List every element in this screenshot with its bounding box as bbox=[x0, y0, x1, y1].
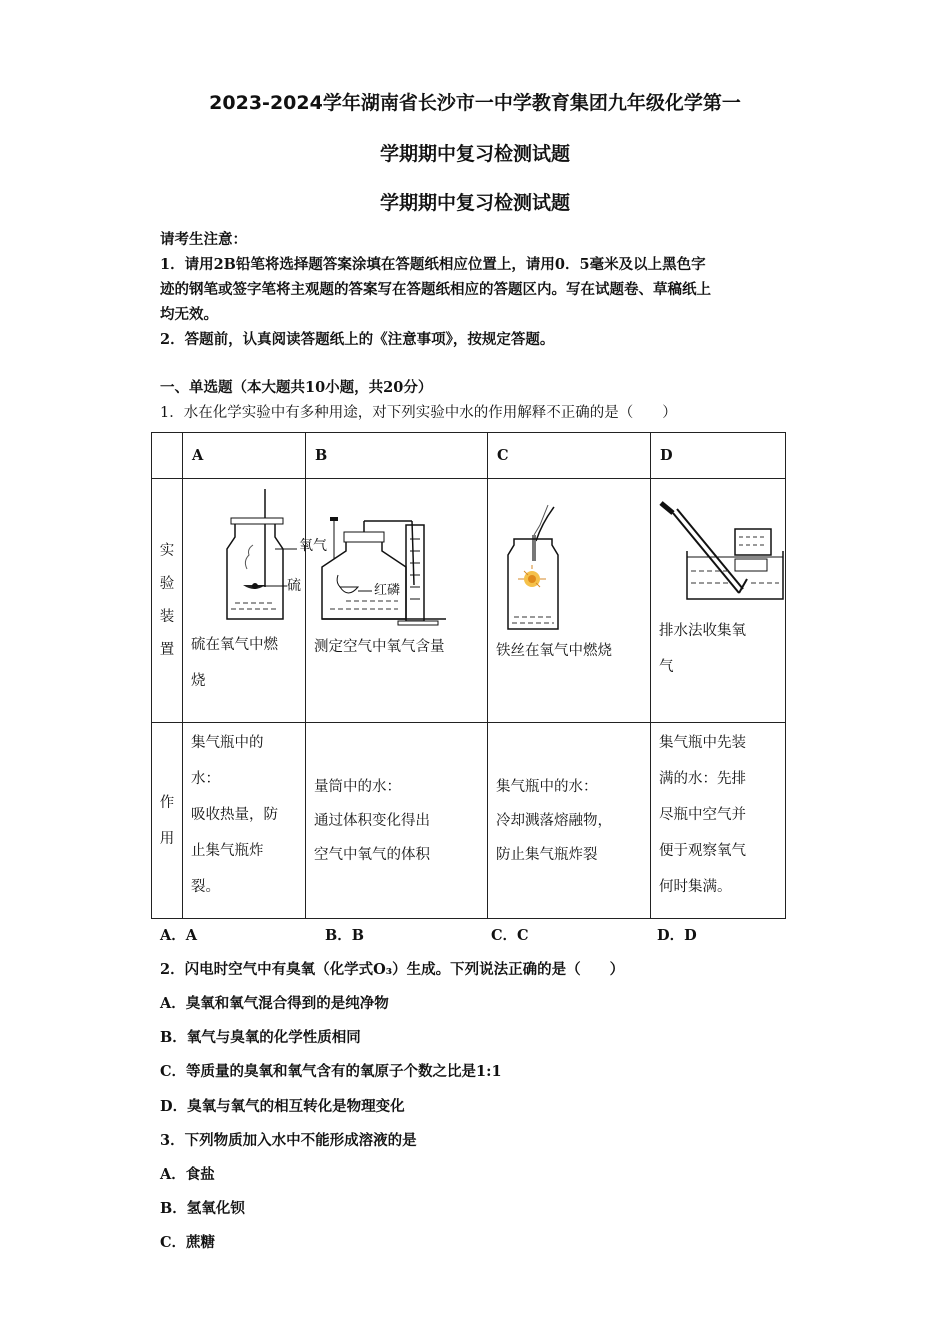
cell-effect-b: 量筒中的水： 通过体积变化得出 空气中氧气的体积 bbox=[306, 723, 488, 919]
q1-option-c: C．C bbox=[491, 927, 529, 944]
label-sulfur: 硫 bbox=[287, 578, 301, 594]
notice-item1-line1: 1．请用2B铅笔将选择题答案涂填在答题纸相应位置上，请用0．5毫米及以上黑色字 bbox=[160, 256, 706, 273]
row-label-apparatus: 实 验 装 置 bbox=[152, 479, 183, 723]
notice-item1-line3: 均无效。 bbox=[160, 306, 218, 323]
q2-option-b: B．氧气与臭氧的化学性质相同 bbox=[160, 1029, 361, 1046]
cell-effect-c: 集气瓶中的水： 冷却溅落熔融物， 防止集气瓶炸裂 bbox=[488, 723, 651, 919]
cell-apparatus-a bbox=[183, 479, 327, 723]
iron-burning-figure bbox=[488, 479, 650, 639]
q3-option-b: B．氢氧化钡 bbox=[160, 1200, 245, 1217]
q1-option-b: B．B bbox=[325, 927, 365, 944]
water-displacement-figure bbox=[651, 479, 785, 619]
sulfur-burning-figure bbox=[183, 479, 305, 639]
cell-apparatus-b bbox=[306, 479, 488, 723]
q1-stem: 1．水在化学实验中有多种用途，对下列实验中水的作用解释不正确的是（ ） bbox=[160, 405, 677, 421]
q2-option-d: D．臭氧与氧气的相互转化是物理变化 bbox=[160, 1098, 405, 1115]
caption-a: 硫在氧气中燃 烧 bbox=[191, 637, 278, 689]
header-b: B bbox=[306, 433, 488, 479]
cell-apparatus-d bbox=[651, 479, 786, 723]
q2-option-c: C．等质量的臭氧和氧气含有的氧原子个数之比是1:1 bbox=[160, 1063, 502, 1080]
caption-b: 测定空气中氧气含量 bbox=[314, 639, 445, 655]
section-heading: 一、单选题（本大题共10小题，共20分） bbox=[160, 379, 433, 396]
page-title-line3: 学期期中复习检测试题 bbox=[379, 192, 570, 214]
page-title-line2: 学期期中复习检测试题 bbox=[379, 143, 570, 165]
row-label-effect: 作 用 bbox=[152, 723, 183, 919]
caption-d: 排水法收集氧 气 bbox=[659, 623, 746, 675]
cell-effect-a: 集气瓶中的 水： 吸收热量，防 止集气瓶炸 裂。 bbox=[183, 723, 306, 919]
q1-table bbox=[151, 432, 786, 919]
label-oxygen: 氧气 bbox=[299, 538, 327, 554]
label-red-phosphorus: 红磷 bbox=[374, 583, 401, 598]
header-d: D bbox=[651, 433, 786, 479]
caption-c: 铁丝在氧气中燃烧 bbox=[496, 643, 612, 659]
q2-stem: 2．闪电时空气中有臭氧（化学式O₃）生成。下列说法正确的是（ ） bbox=[160, 961, 625, 978]
page-title: 2023-2024学年湖南省长沙市一中学教育集团九年级化学第一 bbox=[209, 92, 741, 114]
q3-stem: 3．下列物质加入水中不能形成溶液的是 bbox=[160, 1132, 417, 1149]
header-a: A bbox=[183, 433, 306, 479]
q2-option-a: A．臭氧和氧气混合得到的是纯净物 bbox=[160, 995, 389, 1012]
notice-item1-line2: 迹的钢笔或签字笔将主观题的答案写在答题纸相应的答题区内。写在试题卷、草稿纸上 bbox=[160, 281, 711, 298]
q3-option-c: C．蔗糖 bbox=[160, 1234, 216, 1251]
q3-option-a: A．食盐 bbox=[160, 1166, 215, 1183]
cell-effect-d: 集气瓶中先装 满的水：先排 尽瓶中空气并 便于观察氧气 何时集满。 bbox=[651, 723, 786, 919]
q1-option-a: A．A bbox=[160, 927, 198, 944]
oxygen-content-figure bbox=[306, 479, 487, 639]
header-empty bbox=[152, 433, 183, 479]
notice-heading: 请考生注意： bbox=[160, 231, 247, 248]
q1-option-d: D．D bbox=[657, 927, 697, 944]
header-c: C bbox=[488, 433, 651, 479]
notice-item2: 2．答题前，认真阅读答题纸上的《注意事项》，按规定答题。 bbox=[160, 331, 555, 348]
cell-apparatus-c bbox=[488, 479, 651, 723]
